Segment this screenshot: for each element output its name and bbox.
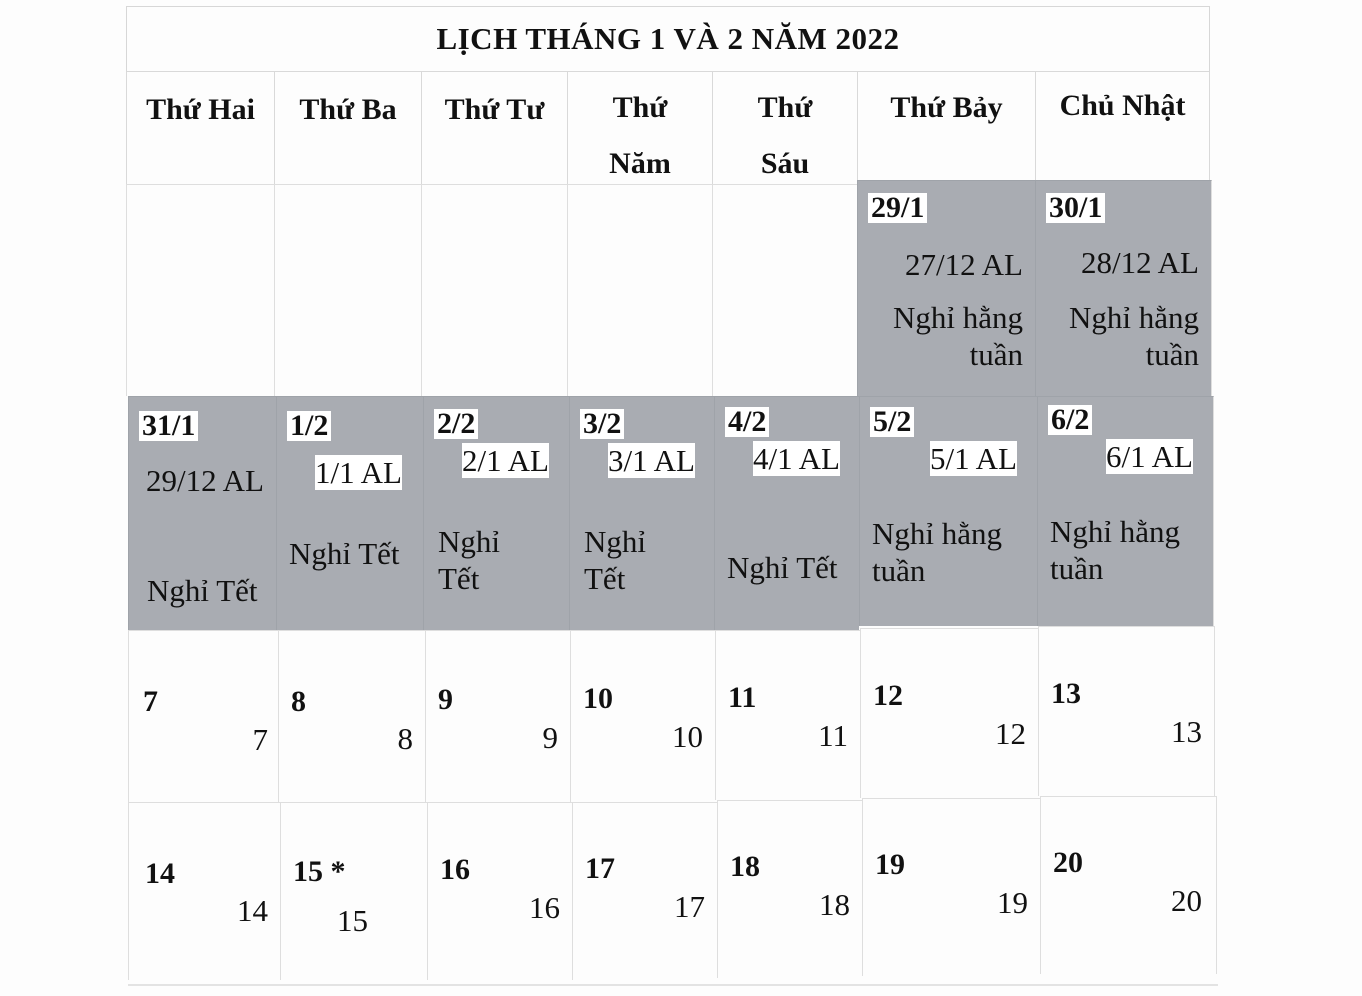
day-note: Nghỉ Tết [289,536,400,571]
day-cell [715,630,860,800]
day-date: 8 [291,685,306,718]
lunar-date: 3/1 AL [608,443,695,478]
day-cell [1038,626,1215,796]
day-cell-empty [126,184,274,396]
day-date: 10 [583,682,613,715]
lunar-date: 4/1 AL [753,441,840,476]
day-cell-holiday [1035,180,1212,396]
day-date: 5/2 [870,407,914,437]
lunar-date: 2/1 AL [462,443,549,478]
day-note: Nghỉ hằng tuần [892,300,1023,372]
lunar-date: 5/1 AL [930,441,1017,476]
day-cell [128,630,278,802]
lunar-date: 10 [672,719,703,754]
day-note: Nghỉ Tết [584,524,646,596]
day-date: 12 [873,679,903,712]
day-date: 17 [585,852,615,885]
lunar-date: 6/1 AL [1106,439,1193,474]
day-cell-holiday [1037,396,1214,626]
day-cell [717,800,862,978]
lunar-date: 9 [542,720,558,755]
weekday-label-line1: Thứ [757,91,813,124]
day-cell-holiday [859,396,1037,626]
day-cell-holiday [714,396,859,630]
day-date: 16 [440,853,470,886]
lunar-date: 14 [237,893,268,928]
day-cell-holiday [857,180,1035,396]
weekday-label: Thứ Ba [299,93,397,126]
lunar-date: 15 [337,903,368,938]
weekday-label: Thứ Hai [146,93,255,126]
lunar-date: 16 [529,890,560,925]
day-date: 20 [1053,846,1083,879]
day-cell [570,630,715,802]
day-date: 30/1 [1046,193,1105,223]
lunar-date: 17 [674,889,705,924]
weekday-header-fri [712,72,857,185]
lunar-date: 13 [1171,714,1202,749]
lunar-date: 27/12 AL [905,247,1023,282]
lunar-date: 18 [819,887,850,922]
weekday-header-sat [857,72,1035,185]
day-date: 4/2 [725,407,769,437]
weekday-label-line1: Thứ [612,91,668,124]
day-date: 18 [730,850,760,883]
day-date: 2/2 [434,409,478,439]
day-cell [860,628,1038,798]
day-cell [278,630,425,802]
weekday-header-thu [567,72,712,185]
day-cell [427,802,572,980]
lunar-date: 28/12 AL [1081,245,1199,280]
day-date: 19 [875,848,905,881]
weekday-label-line2: Sáu [760,147,810,180]
lunar-date: 20 [1171,883,1202,918]
day-date: 1/2 [287,411,331,441]
lunar-date: 8 [397,721,413,756]
day-cell-holiday [569,396,714,630]
weekday-label-line2: Năm [609,147,671,180]
day-cell [572,802,717,980]
weekday-header-mon [126,72,274,185]
day-cell [862,798,1040,976]
weekday-header-sun [1035,72,1210,185]
day-date: 7 [143,685,158,718]
table-bottom-rule [128,984,1218,986]
day-note: Nghỉ Tết [147,573,258,608]
weekday-header-wed [421,72,567,185]
day-note: Nghỉ Tết [438,524,500,596]
day-date: 3/2 [580,409,624,439]
day-cell [128,802,280,980]
day-note: Nghỉ Tết [727,550,838,585]
day-cell-holiday [276,396,423,630]
lunar-date: 29/12 AL [146,463,264,498]
day-date: 11 [728,681,757,714]
day-date: 29/1 [868,193,927,223]
day-note: Nghỉ hằng tuần [1068,300,1199,372]
day-cell-holiday [423,396,569,630]
day-cell [280,802,427,980]
weekday-label: Thứ Bảy [890,91,1003,124]
day-cell-empty [274,184,421,396]
lunar-date: 19 [997,885,1028,920]
day-cell-empty [421,184,567,396]
weekday-label: Thứ Tư [444,93,545,126]
day-date: 9 [438,683,453,716]
lunar-date: 7 [252,722,268,757]
day-note: Nghỉ hằng tuần [872,516,1003,588]
lunar-date: 12 [995,716,1026,751]
lunar-date: 1/1 AL [315,455,402,490]
day-date: 6/2 [1048,405,1092,435]
weekday-header-tue [274,72,421,185]
day-cell-empty [712,184,857,396]
day-date: 13 [1051,677,1081,710]
lunar-date: 11 [818,718,848,753]
day-cell-holiday [128,396,276,630]
day-date: 14 [145,857,175,890]
day-note: Nghỉ hằng tuần [1050,514,1181,586]
day-cell [1040,796,1217,974]
day-cell [425,630,570,802]
calendar-title: LỊCH THÁNG 1 VÀ 2 NĂM 2022 [126,6,1210,72]
weekday-label: Chủ Nhật [1059,89,1186,122]
day-cell-empty [567,184,712,396]
day-date: 31/1 [139,411,198,441]
day-date: 15 * [293,855,346,888]
